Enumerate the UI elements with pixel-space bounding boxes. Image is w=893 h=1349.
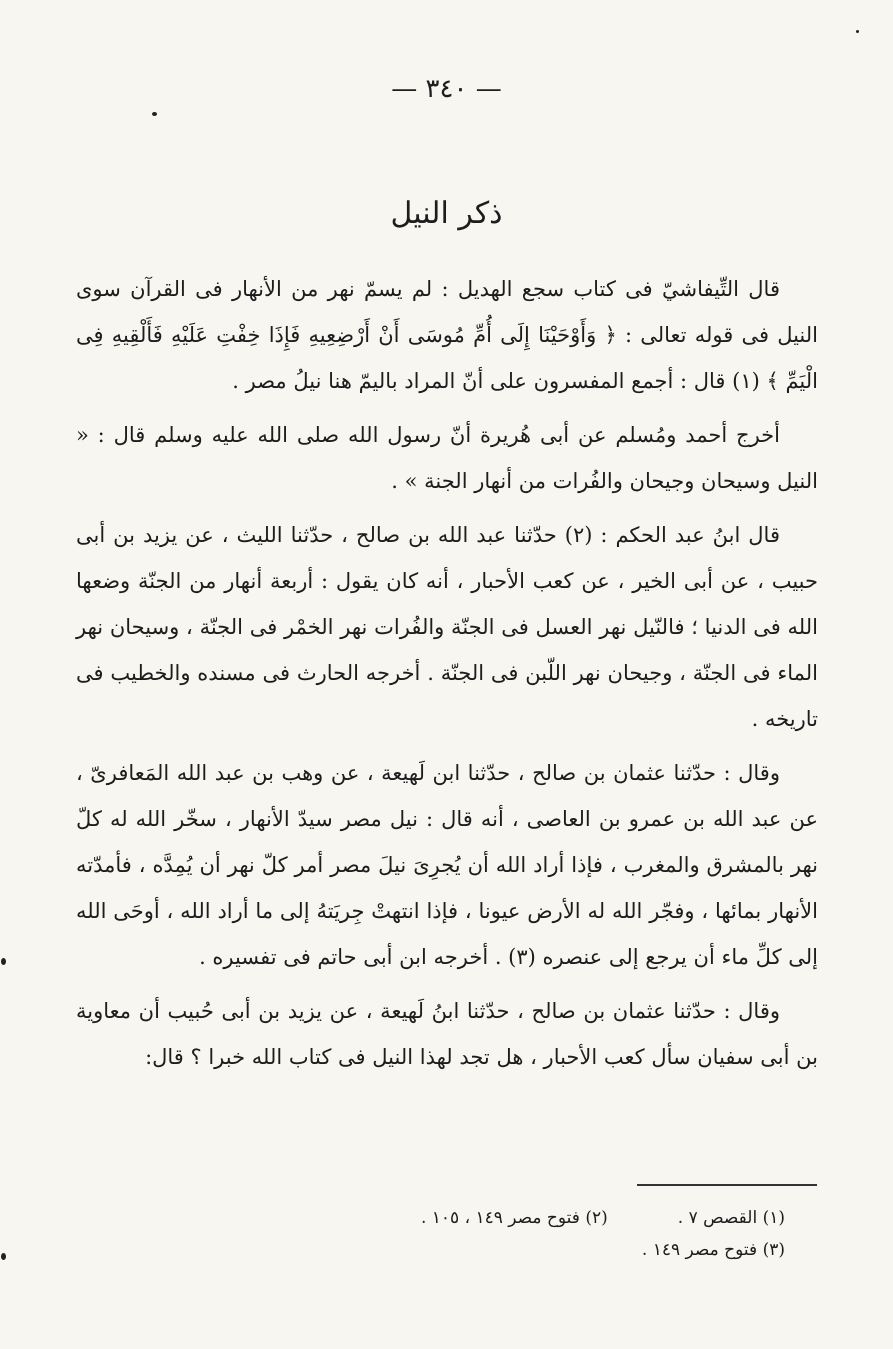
footnote-2: (٢) فتوح مصر ١٤٩ ، ١٠٥ . [420,1208,608,1228]
footnote-3: (٣) فتوح مصر ١٤٩ . [641,1240,785,1260]
scan-speck [856,30,859,33]
page-number: — ٣٤٠ — [391,74,502,104]
footnote-1: (١) القصص ٧ . [677,1208,785,1228]
paragraph: وقال : حدّثنا عثمان بن صالح ، حدّثنا ابنُ لَهيعة ، عن يزيد بن أبى حُبيب أن معاوية بن أبى سفيان سأل كعب الأحبار ، هل تجد لهذا النيل فى كتاب الله خبرا ؟ قال: [76,999,818,1069]
footnotes [185,1202,785,1266]
section-heading: ذكر النيل [390,196,503,231]
footnote-divider [637,1184,817,1186]
paragraph: وقال : حدّثنا عثمان بن صالح ، حدّثنا ابن لَهيعة ، عن وهب بن عبد الله المَعافرىّ ، عن عبد الله بن عمرو بن العاصى ، أنه قال : نيل مصر سيدّ الأنهار ، سخّر الله له كلّ نهر بالمشرق والمغرب ، فإذا أراد الله أن يُجرِىَ نيلَ مصر أمر كلّ نهر أن يُمِدَّه ، فأمدّته الأنهار بمائها ، وفجّر الله له الأرض عيونا ، فإذا انتهتْ جِريَتهُ إلى ما أراد الله ، أوحَى الله إلى كلِّ ماء أن يرجع إلى عنصره (٣) . أخرجه ابن أبى حاتم فى تفسيره . [76,761,818,969]
paragraph: أخرج أحمد ومُسلم عن أبى هُريرة أنّ رسول الله صلى الله عليه وسلم قال : « النيل وسيحان وجيحان والفُرات من أنهار الجنة » . [76,423,818,493]
scan-speck [1,1253,6,1260]
footnote-row [185,1202,785,1234]
paragraph: قال ابنُ عبد الحكم : (٢) حدّثنا عبد الله بن صالح ، حدّثنا الليث ، عن يزيد بن أبى حبيب ، عن أبى الخير ، عن كعب الأحبار ، أنه كان يقول : أربعة أنهار من الجنّة وضعها الله فى الدنيا ؛ فالنّيل نهر العسل فى الجنّة والفُرات نهر الخمْر فى الجنّة ، وسيحان نهر الماء فى الجنّة ، وجيحان نهر اللّبن فى الجنّة . أخرجه الحارث فى مسنده والخطيب فى تاريخه . [76,523,818,731]
scan-speck [1,958,6,965]
paragraph: قال التِّيفاشيّ فى كتاب سجع الهديل : لم يسمّ نهر من الأنهار فى القرآن سوى النيل فى قوله تعالى : ﴿ وَأَوْحَيْنَا إِلَى أُمِّ مُوسَى أَنْ أَرْضِعِيهِ فَإِذَا خِفْتِ عَلَيْهِ فَأَلْقِيهِ فِى الْيَمِّ ﴾ (١) قال : أجمع المفسرون على أنّ المراد باليمّ هنا نيلُ مصر . [76,277,818,393]
scan-speck [152,112,157,116]
body-text [76,266,818,1088]
